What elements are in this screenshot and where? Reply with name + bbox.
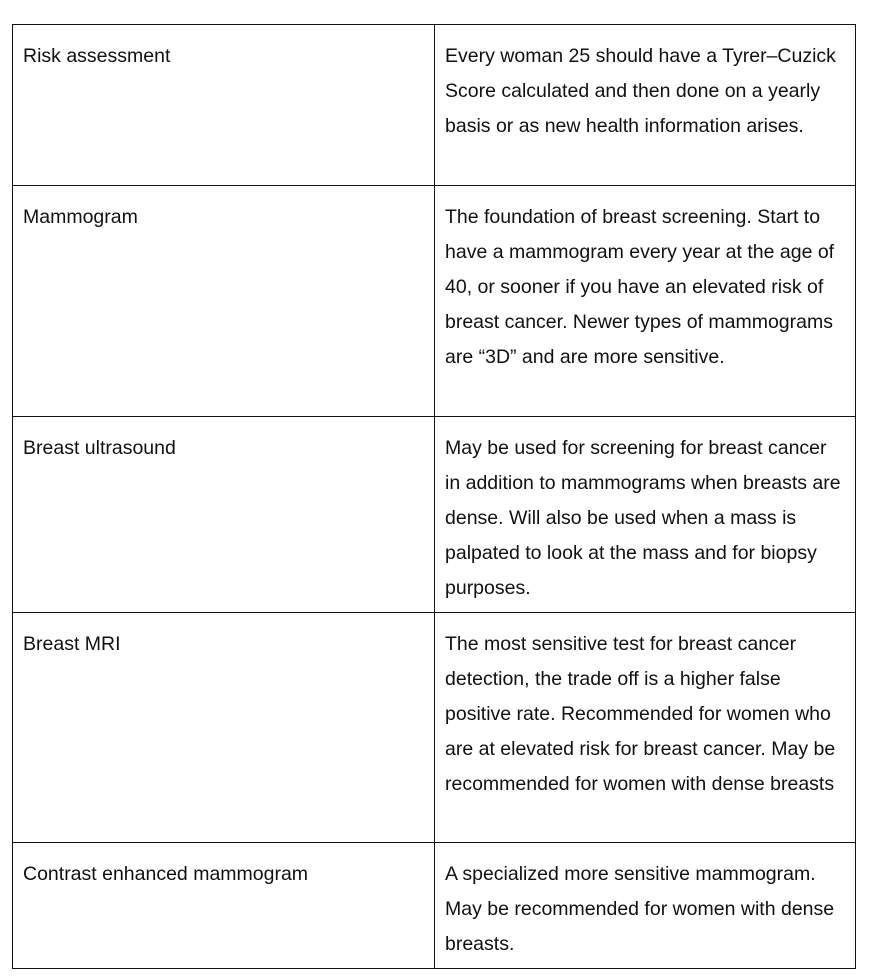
test-description-cell: The foundation of breast screening. Start to have a mammogram every year at the age of 40, or sooner if you have an elevated risk of breast cancer. Newer types of mammograms are “3D” and are more sensitive. [435,186,856,417]
test-name-cell: Contrast enhanced mammogram [13,843,435,969]
screening-table [12,24,856,969]
test-description-cell: Every woman 25 should have a Tyrer–Cuzick Score calculated and then done on a yearly basis or as new health information arises. [435,25,856,186]
table-row [13,843,856,969]
test-name-cell: Mammogram [13,186,435,417]
test-name-cell: Breast MRI [13,613,435,843]
test-name-cell: Breast ultrasound [13,417,435,613]
table-row [13,186,856,417]
table-row [13,613,856,843]
table-row [13,417,856,613]
test-name-cell: Risk assessment [13,25,435,186]
test-description-cell: A specialized more sensitive mammogram. May be recommended for women with dense breasts. [435,843,856,969]
test-description-cell: May be used for screening for breast cancer in addition to mammograms when breasts are dense. Will also be used when a mass is palpated to look at the mass and for biopsy purposes. [435,417,856,613]
table-row [13,25,856,186]
test-description-cell: The most sensitive test for breast cancer detection, the trade off is a higher false positive rate. Recommended for women who are at elevated risk for breast cancer. May be recommended for women with dense breasts [435,613,856,843]
